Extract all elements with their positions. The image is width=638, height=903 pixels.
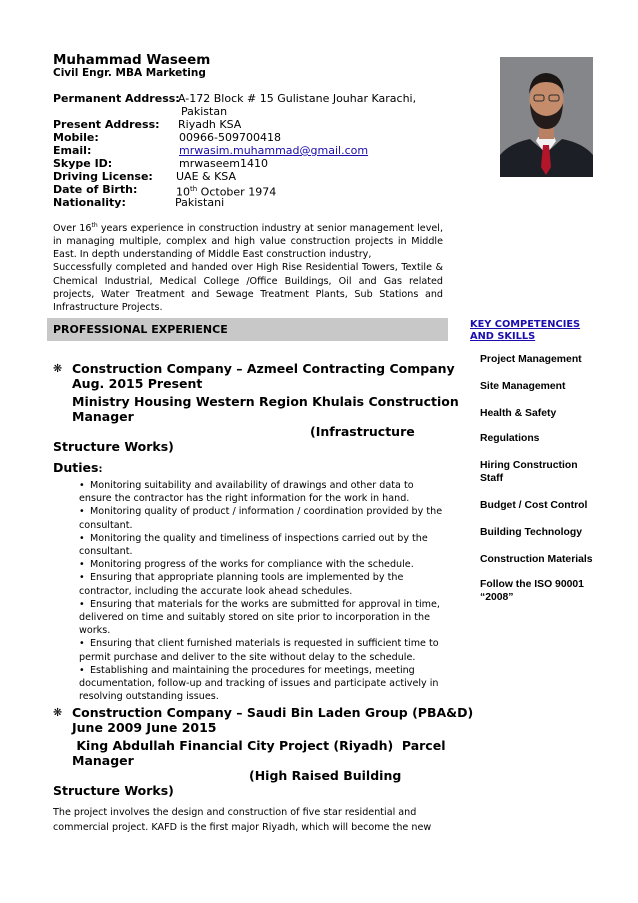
job2-company: Construction Company – Saudi Bin Laden Group (PBA&D) (72, 705, 474, 720)
skill-item: Construction Materials (480, 554, 593, 565)
competencies-title: KEY COMPETENCIES AND SKILLS (470, 319, 581, 342)
job2-project: King Abdullah Financial City Project (Riyadh) Parcel (72, 738, 446, 753)
job1-scope-cont: Structure Works) (53, 439, 174, 454)
job2-dates: June 2009 June 2015 (72, 720, 217, 735)
summary-paragraph-2: Successfully completed and handed over High Rise Residential Towers, Textile & Chemical Industrial, Medical College /Office Buildings, Oil and Gas related projects, Water Treatment and Sewage Treatment Plants, Sub Stations and Infrastructure Projects. (53, 262, 443, 313)
date-of-birth-value: 10th October 1974 (176, 185, 277, 199)
list-item: • Monitoring the quality and timeliness of inspections carried out by the consultant. (79, 532, 428, 558)
skill-item: Hiring Construction Staff (480, 460, 578, 484)
permanent-address-value-line2: Pakistan (181, 105, 228, 118)
skill-item: Building Technology (480, 527, 582, 538)
present-address-value: Riyadh KSA (178, 118, 242, 131)
list-item: • Monitoring progress of the works for compliance with the schedule. (79, 559, 414, 571)
job1-dates: Aug. 2015 Present (72, 376, 203, 391)
email-link[interactable]: mrwasim.muhammad@gmail.com (179, 144, 369, 157)
profile-photo (500, 57, 593, 177)
skype-label: Skype ID: (53, 157, 113, 170)
job2-description: The project involves the design and construction of five star residential and commercial project. KAFD is the first major Riyadh, which will become the new (53, 807, 432, 833)
list-item: • Ensuring that appropriate planning tools are implemented by the contractor, including the accurate look ahead schedules. (79, 572, 404, 597)
job1-project: Ministry Housing Western Region Khulais Construction (72, 394, 459, 409)
duties-list (79, 479, 445, 703)
job1-role: Manager (72, 409, 134, 424)
skype-value: mrwaseem1410 (179, 157, 268, 170)
present-address-label: Present Address: (53, 118, 160, 131)
driving-license-label: Driving License: (53, 170, 153, 183)
driving-license-value: UAE & KSA (176, 170, 237, 183)
skill-item: Project Management (480, 354, 582, 365)
nationality-value: Pakistani (175, 196, 225, 209)
portrait-image (500, 57, 593, 177)
nationality-label: Nationality: (53, 196, 126, 209)
job2-scope: (High Raised Building (249, 768, 402, 783)
candidate-name: Muhammad Waseem (53, 52, 211, 68)
section-header-experience (47, 318, 448, 341)
list-item: • Ensuring that client furnished materials is requested in sufficient time to permit purchase and deliver to the site without delay to the schedule. (79, 638, 439, 663)
date-of-birth-label: Date of Birth: (53, 183, 138, 196)
star-bullet-icon: ❋ (53, 706, 63, 719)
star-bullet-icon: ❋ (53, 362, 63, 375)
summary-paragraph-1: Over 16th years experience in construction industry at senior management level, in managing multiple, complex and high value construction projects in Middle East. In depth understanding of Middle East construction industry, (53, 222, 443, 261)
contact-info (53, 92, 493, 212)
skill-item: Follow the ISO 90001 “2008” (480, 579, 584, 603)
section-title: PROFESSIONAL EXPERIENCE (53, 323, 228, 336)
job1-company: Construction Company – Azmeel Contracting Company (72, 361, 455, 376)
mobile-value: 00966-509700418 (179, 131, 281, 144)
job1-scope: (Infrastructure (310, 424, 415, 439)
list-item: • Monitoring suitability and availability of drawings and other data to ensure the contractor has the right information for the work in hand. (79, 480, 414, 505)
profile-summary (53, 219, 443, 314)
candidate-title: Civil Engr. MBA Marketing (53, 67, 206, 79)
mobile-label: Mobile: (53, 131, 99, 144)
skill-item: Regulations (480, 433, 540, 444)
list-item: • Establishing and maintaining the procedures for meetings, meeting documentation, follow-up and tracking of issues and participate actively in resolving outstanding issues. (79, 664, 439, 703)
job2-scope-cont: Structure Works) (53, 783, 174, 798)
email-label: Email: (53, 144, 92, 157)
permanent-address-label: Permanent Address: (53, 92, 180, 105)
list-item: • Ensuring that materials for the works are submitted for approval in time, delivered on time and suitably stored on site prior to incorporation in the works. (79, 598, 440, 637)
skill-item: Site Management (480, 381, 566, 392)
permanent-address-value: A-172 Block # 15 Gulistane Jouhar Karachi, (178, 92, 417, 105)
job2-role: Manager (72, 753, 134, 768)
duties-heading: Duties: (53, 460, 103, 475)
list-item: • Monitoring quality of product / information / coordination provided by the consultant. (79, 506, 443, 531)
skill-item: Health & Safety (480, 408, 557, 419)
skill-item: Budget / Cost Control (480, 500, 588, 511)
